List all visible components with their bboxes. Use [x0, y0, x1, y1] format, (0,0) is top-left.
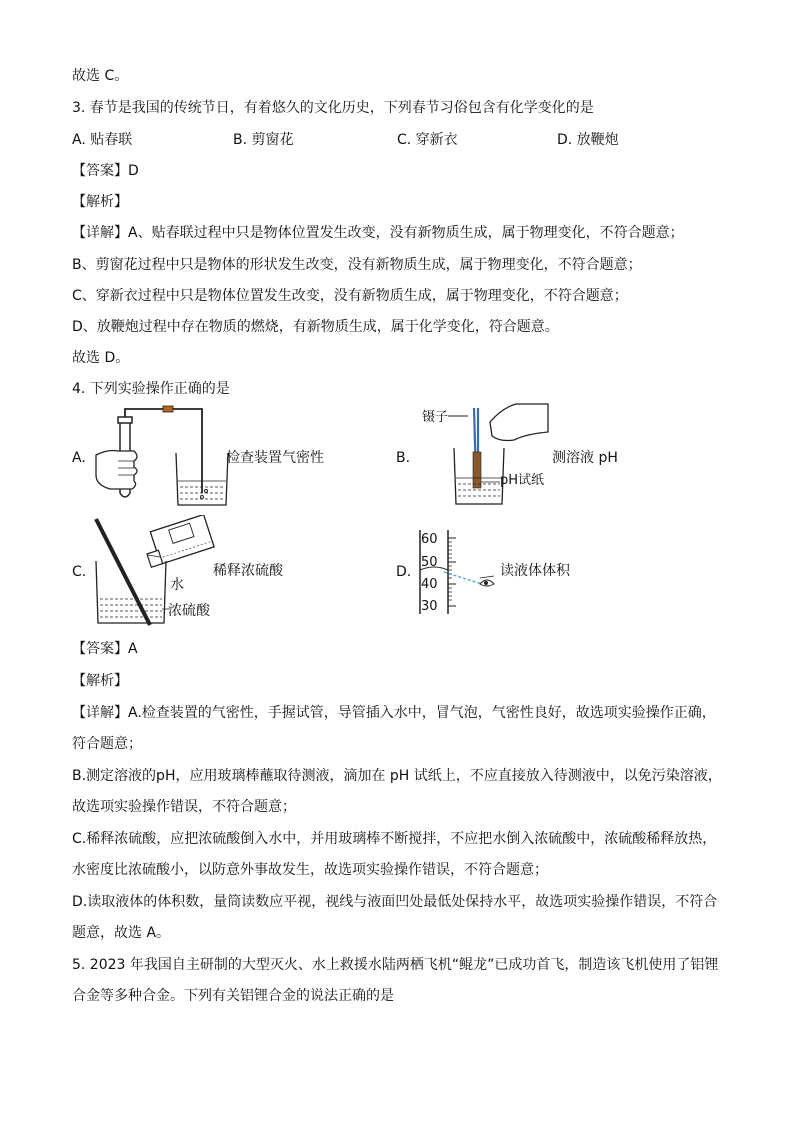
q4-detail-c-2: 水密度比浓硫酸小，以防意外事故发生，故选项实验操作错误，不符合题意；	[72, 862, 548, 878]
ph-test-figure	[440, 402, 550, 510]
fig-c-letter: C.	[72, 564, 87, 580]
fig-d-caption: 读液体体积	[500, 563, 570, 579]
q3-option-a: A. 贴春联	[72, 132, 133, 148]
question-3-stem: 3. 春节是我国的传统节日，有着悠久的文化历史，下列春节习俗包含有化学变化的是	[72, 100, 594, 116]
fig-b-caption: 测溶液 pH	[552, 450, 618, 466]
fig-d-tick-30: 30	[421, 599, 438, 614]
fig-c-acid-label: 浓硫酸	[168, 603, 210, 619]
q3-option-c: C. 穿新衣	[397, 132, 458, 148]
fig-d-tick-50: 50	[421, 555, 438, 570]
q4-detail-d-1: D.读取液体的体积数，量筒读数应平视，视线与液面凹处最低处保持水平，故选项实验操作错误，不符合	[72, 894, 718, 910]
previous-answer-end: 故选 C。	[72, 68, 129, 84]
q3-detail: 【详解】A、贴春联过程中只是物体位置发生改变，没有新物质生成，属于物理变化，不符合题意；	[72, 225, 684, 241]
q3-detail-d: D、放鞭炮过程中存在物质的燃烧，有新物质生成，属于化学变化，符合题意。	[72, 319, 559, 335]
q3-detail-b: B、剪窗花过程中只是物体的形状发生改变，没有新物质生成，属于物理变化，不符合题意；	[72, 257, 642, 273]
fig-c-water-label: 水	[170, 577, 184, 593]
fig-a-letter: A.	[72, 450, 86, 466]
fig-d-letter: D.	[396, 564, 412, 580]
q3-option-d: D. 放鞭炮	[557, 132, 619, 148]
fig-b-paper-label: pH试纸	[500, 473, 545, 488]
q4-detail-c-1: C.稀释浓硫酸，应把浓硫酸倒入水中，并用玻璃棒不断搅拌，不应把水倒入浓硫酸中，浓硫酸稀释放热，	[72, 831, 717, 847]
q4-detail-b-2: 故选项实验操作错误，不符合题意；	[72, 799, 296, 815]
q4-detail-a-1: 【详解】A.检查装置的气密性，手握试管，导管插入水中，冒气泡，气密性良好，故选项实验操作正确，	[72, 705, 716, 721]
fig-d-tick-60: 60	[421, 532, 438, 547]
question-5-stem-1: 5. 2023 年我国自主研制的大型灭火、水上救援水陆两栖飞机“鲲龙”已成功首飞，制造该飞机使用了铝锂	[72, 957, 719, 973]
q4-detail-a-2: 符合题意；	[72, 736, 142, 752]
q3-answer: 【答案】D	[72, 163, 139, 179]
airtightness-check-figure	[90, 405, 230, 515]
q3-option-b: B. 剪窗花	[233, 132, 294, 148]
q4-detail-b-1: B.测定溶液的pH，应用玻璃棒蘸取待测液，滴加在 pH 试纸上，不应直接放入待测液中，以免污染溶液，	[72, 768, 722, 784]
q3-analysis-heading: 【解析】	[72, 194, 128, 210]
q3-detail-c: C、穿新衣过程中只是物体位置发生改变，没有新物质生成，属于物理变化，不符合题意；	[72, 288, 628, 304]
fig-b-letter: B.	[396, 450, 411, 466]
q4-analysis-heading: 【解析】	[72, 673, 128, 689]
q4-answer: 【答案】A	[72, 641, 138, 657]
q4-detail-d-2: 题意，故选 A。	[72, 925, 171, 941]
fig-d-tick-40: 40	[421, 577, 438, 592]
fig-a-caption: 检查装置气密性	[226, 450, 324, 466]
q3-conclusion: 故选 D。	[72, 350, 130, 366]
question-4-stem: 4. 下列实验操作正确的是	[72, 381, 230, 397]
fig-c-caption: 稀释浓硫酸	[213, 563, 283, 579]
question-5-stem-2: 合金等多种合金。下列有关铝锂合金的说法正确的是	[72, 988, 394, 1004]
fig-b-tweezers-label: 镊子	[422, 410, 449, 425]
